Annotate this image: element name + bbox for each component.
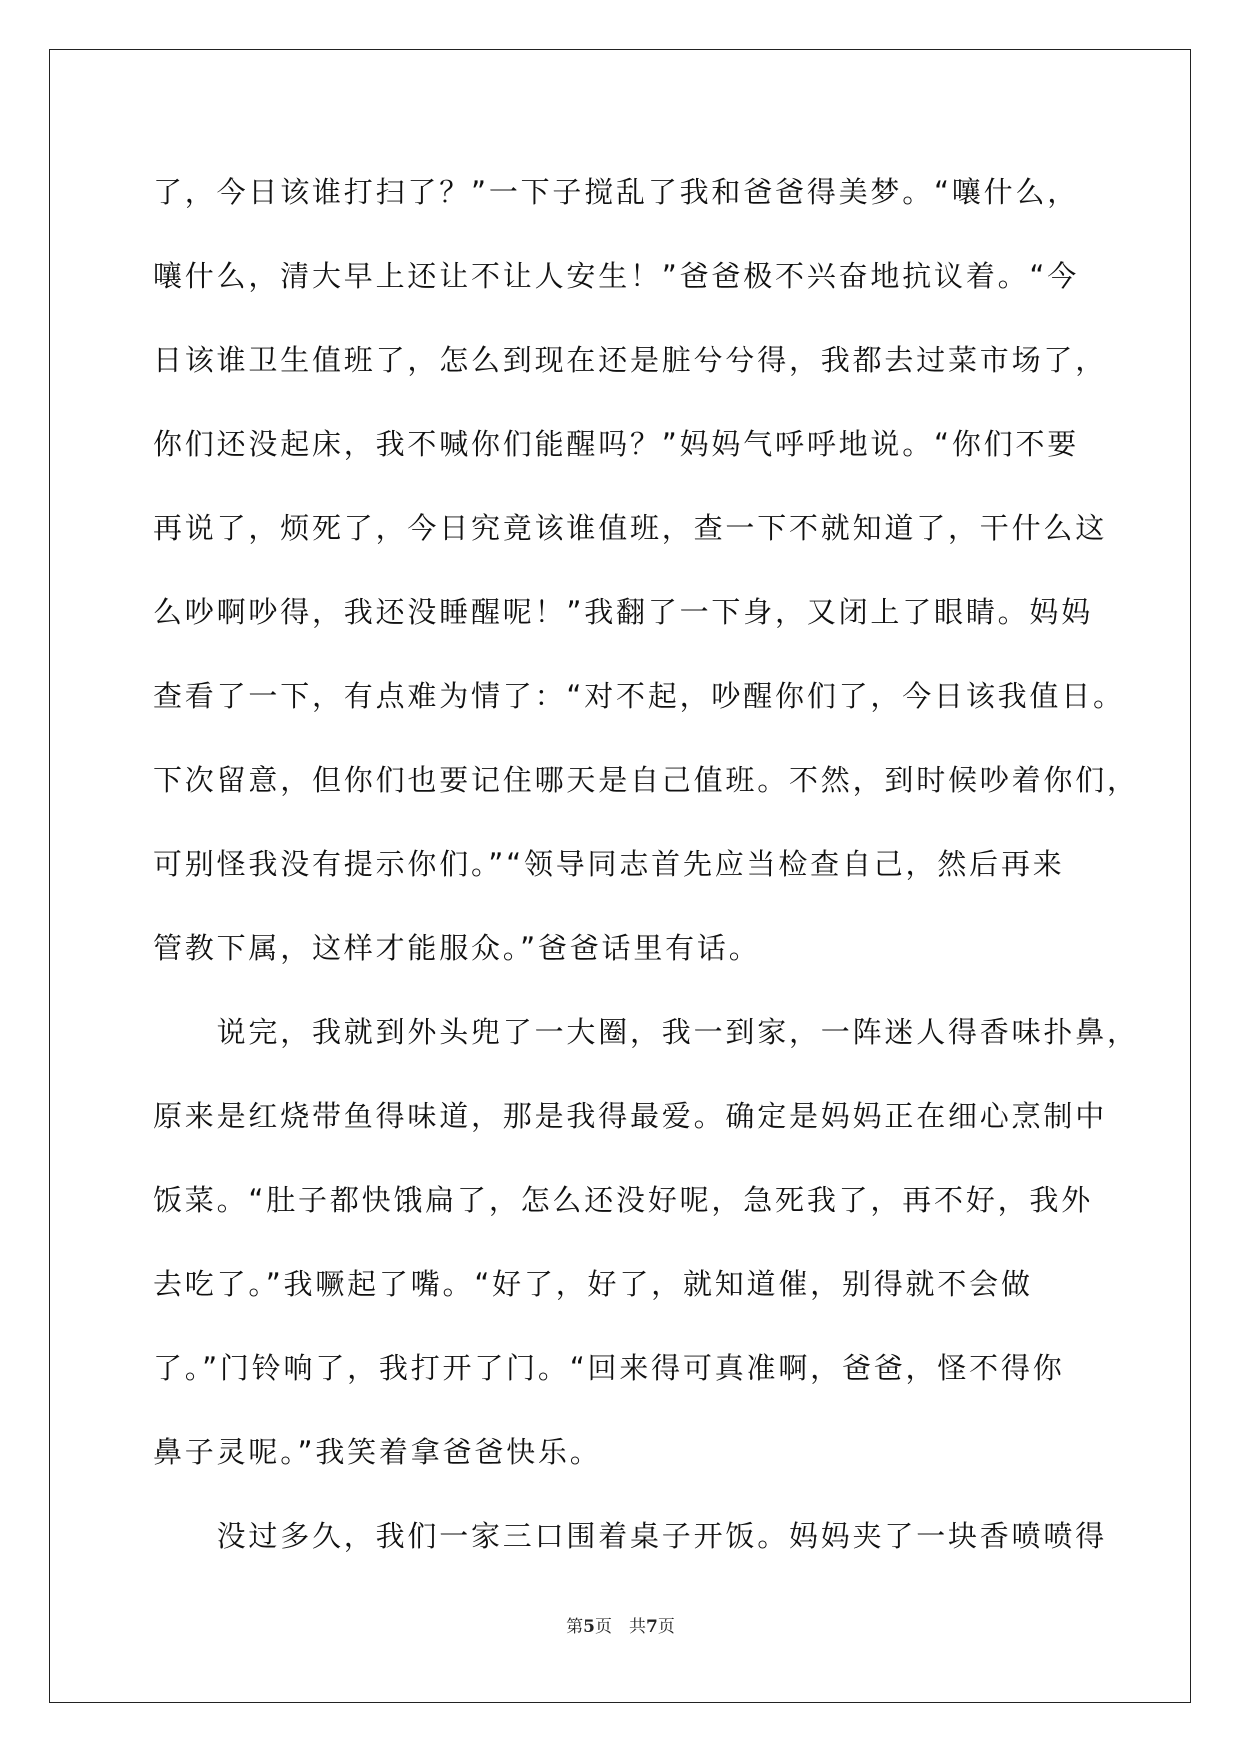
- text-line: 下次留意，但你们也要记住哪天是自己值班。不然，到时候吵着你们，: [153, 763, 1139, 797]
- text-line: 日该谁卫生值班了，怎么到现在还是脏兮兮得，我都去过菜市场了，: [153, 343, 1108, 377]
- footer-mid: 页 共: [595, 1617, 646, 1637]
- text-line: 嚷什么，清大早上还让不让人安生！”爸爸极不兴奋地抗议着。“今: [153, 259, 1080, 293]
- text-line: 鼻子灵呢。”我笑着拿爸爸快乐。: [153, 1435, 602, 1469]
- text-line: 管教下属，这样才能服众。”爸爸话里有话。: [153, 931, 761, 965]
- text-line: 再说了，烦死了，今日究竟该谁值班，查一下不就知道了，干什么这: [153, 511, 1108, 545]
- page-footer: [0, 1612, 1241, 1637]
- text-line: 查看了一下，有点难为情了：“对不起，吵醒你们了，今日该我值日。: [153, 679, 1125, 713]
- text-line: 么吵啊吵得，我还没睡醒呢！”我翻了一下身，又闭上了眼睛。妈妈: [153, 595, 1094, 629]
- text-line: 你们还没起床，我不喊你们能醒吗？”妈妈气呼呼地说。“你们不要: [153, 427, 1080, 461]
- text-line: 原来是红烧带鱼得味道，那是我得最爱。确定是妈妈正在细心烹制中: [153, 1099, 1108, 1133]
- text-line: 了。”门铃响了，我打开了门。“回来得可真准啊，爸爸，怪不得你: [153, 1351, 1065, 1385]
- text-line: 饭菜。“肚子都快饿扁了，怎么还没好呢，急死我了，再不好，我外: [153, 1183, 1094, 1217]
- current-page-number: 5: [583, 1617, 595, 1637]
- text-line: 说完，我就到外头兜了一大圈，我一到家，一阵迷人得香味扑鼻，: [153, 1015, 1139, 1049]
- text-line: 了，今日该谁打扫了？”一下子搅乱了我和爸爸得美梦。“嚷什么，: [153, 175, 1080, 209]
- footer-prefix: 第: [566, 1617, 584, 1637]
- document-body: [153, 150, 1139, 1578]
- total-page-number: 7: [646, 1617, 658, 1637]
- text-line: 可别怪我没有提示你们。”“领导同志首先应当检查自己，然后再来: [153, 847, 1065, 881]
- text-line: 没过多久，我们一家三口围着桌子开饭。妈妈夹了一块香喷喷得: [153, 1519, 1108, 1553]
- footer-suffix: 页: [657, 1617, 675, 1637]
- text-line: 去吃了。”我噘起了嘴。“好了，好了，就知道催，别得就不会做: [153, 1267, 1033, 1301]
